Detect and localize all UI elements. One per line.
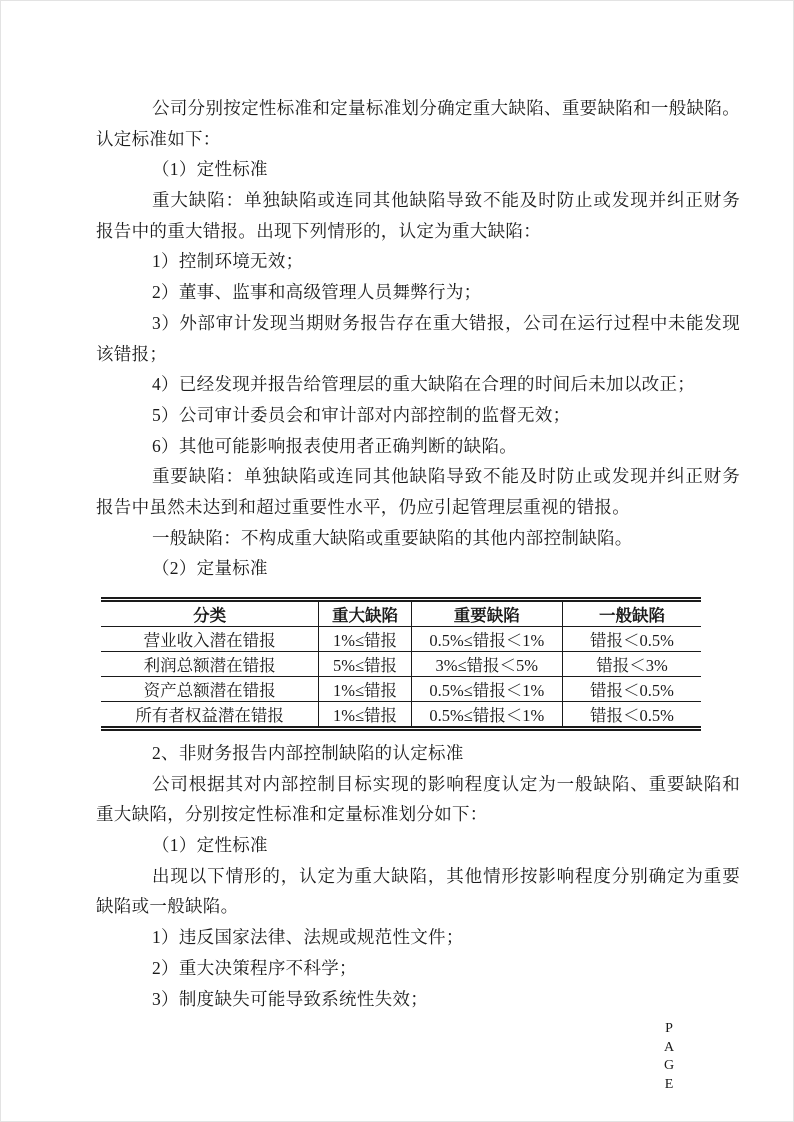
table-cell: 营业收入潜在错报 — [101, 627, 319, 652]
text-line: 3）制度缺失可能导致系统性失效； — [152, 988, 429, 1009]
text-line: 重要缺陷：单独缺陷或连同其他缺陷导致不能及时防止或发现并纠正财务 — [152, 466, 740, 487]
table-cell: 0.5%≤错报＜1% — [411, 677, 562, 702]
text-line: 2）重大决策程序不科学； — [152, 957, 357, 978]
table-cell: 3%≤错报＜5% — [411, 652, 562, 677]
text-line: 该错报； — [96, 343, 168, 364]
table-cell: 1%≤错报 — [319, 627, 411, 652]
text-line: 报告中虽然未达到和超过重要性水平，仍应引起管理层重视的错报。 — [96, 496, 630, 517]
table-header-cell: 一般缺陷 — [562, 600, 701, 627]
table-cell: 1%≤错报 — [319, 677, 411, 702]
text-line: （1）定性标准 — [152, 835, 268, 856]
table-cell: 错报＜0.5% — [562, 702, 701, 729]
table-cell: 错报＜0.5% — [562, 627, 701, 652]
text-line: 2）董事、监事和高级管理人员舞弊行为； — [152, 282, 482, 303]
table-header-cell: 分类 — [101, 600, 319, 627]
text-line: 公司根据其对内部控制目标实现的影响程度认定为一般缺陷、重要缺陷和 — [152, 773, 740, 794]
text-block-nonfinancial-report-criteria — [96, 738, 740, 1014]
text-block-financial-report-criteria — [96, 93, 740, 584]
table-cell: 0.5%≤错报＜1% — [411, 627, 562, 652]
text-line: （1）定性标准 — [152, 159, 268, 180]
table-row — [101, 652, 701, 677]
table-cell: 错报＜3% — [562, 652, 701, 677]
table-row — [101, 702, 701, 729]
text-line: 5）公司审计委员会和审计部对内部控制的监督无效； — [152, 404, 571, 425]
text-line: 缺陷或一般缺陷。 — [96, 896, 239, 917]
text-line: 1）违反国家法律、法规或规范性文件； — [152, 927, 464, 948]
text-line: （2）定量标准 — [152, 558, 268, 579]
table-cell: 0.5%≤错报＜1% — [411, 702, 562, 729]
text-line: 6）其他可能影响报表使用者正确判断的缺陷。 — [152, 435, 518, 456]
table-header-cell: 重要缺陷 — [411, 600, 562, 627]
table-cell: 1%≤错报 — [319, 702, 411, 729]
text-line: 报告中的重大错报。出现下列情形的，认定为重大缺陷： — [96, 220, 541, 241]
text-line: 认定标准如下： — [96, 128, 221, 149]
table-row — [101, 677, 701, 702]
text-line: 2、非财务报告内部控制缺陷的认定标准 — [152, 743, 464, 763]
page-number-field: PAGE — [663, 1021, 675, 1092]
table-header-cell: 重大缺陷 — [319, 600, 411, 627]
table-cell: 5%≤错报 — [319, 652, 411, 677]
text-line: 1）控制环境无效； — [152, 251, 304, 272]
table-cell: 利润总额潜在错报 — [101, 652, 319, 677]
text-line: 一般缺陷：不构成重大缺陷或重要缺陷的其他内部控制缺陷。 — [152, 527, 633, 548]
text-line: 3）外部审计发现当期财务报告存在重大错报，公司在运行过程中未能发现 — [152, 312, 740, 333]
quantitative-criteria-table — [101, 597, 701, 731]
text-line: 重大缺陷，分别按定性标准和定量标准划分如下： — [96, 804, 488, 825]
table-cell: 错报＜0.5% — [562, 677, 701, 702]
table-header-row — [101, 600, 701, 627]
text-line: 公司分别按定性标准和定量标准划分确定重大缺陷、重要缺陷和一般缺陷。 — [152, 98, 740, 118]
text-line: 重大缺陷：单独缺陷或连同其他缺陷导致不能及时防止或发现并纠正财务 — [152, 190, 740, 211]
table-row — [101, 627, 701, 652]
text-line: 4）已经发现并报告给管理层的重大缺陷在合理的时间后未加以改正； — [152, 374, 696, 395]
table-cell: 所有者权益潜在错报 — [135, 706, 284, 725]
text-line: 出现以下情形的，认定为重大缺陷，其他情形按影响程度分别确定为重要 — [152, 865, 740, 886]
table-cell: 资产总额潜在错报 — [101, 677, 319, 702]
document-content — [96, 93, 740, 1014]
